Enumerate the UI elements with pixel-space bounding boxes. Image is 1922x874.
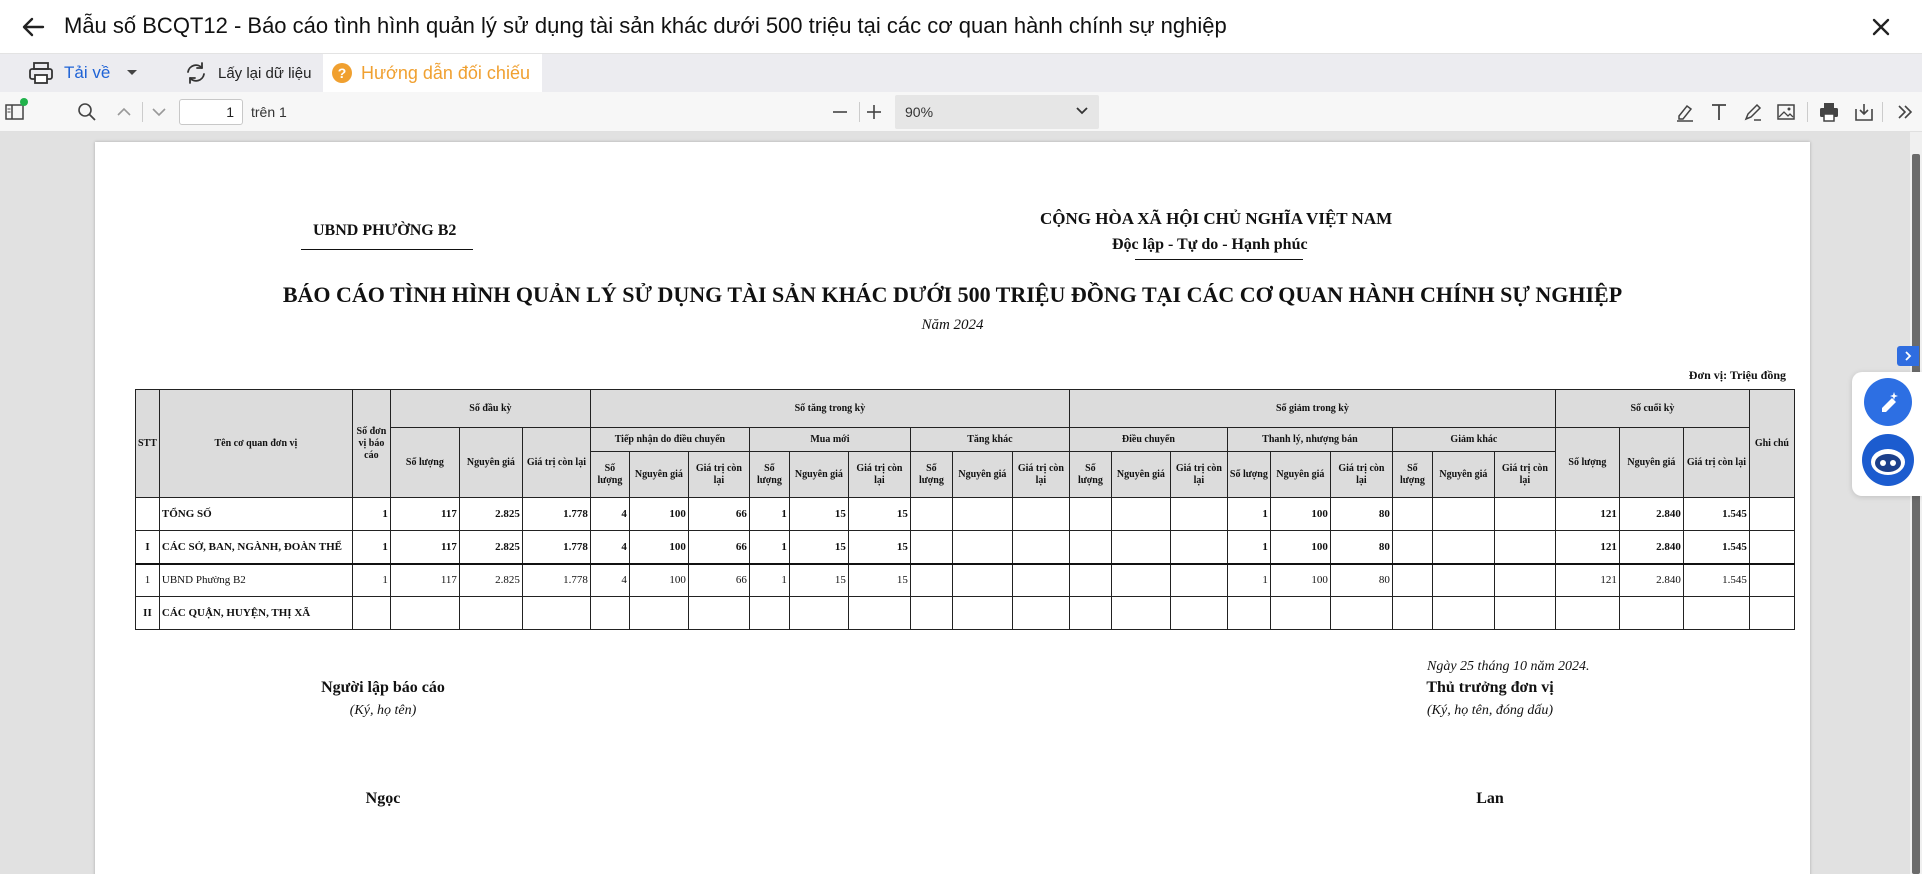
table-cell-it-r: 66 [688, 531, 749, 564]
table-cell-name: TỔNG SỐ [159, 498, 352, 531]
image-icon[interactable] [1775, 101, 1797, 123]
table-cell-do-r [1494, 498, 1555, 531]
table-cell-io-r [1012, 531, 1069, 564]
pdf-page [95, 142, 1810, 874]
zoom-value: 90% [905, 104, 934, 120]
table-cell-in-q [749, 597, 789, 630]
header-decrease: Số giảm trong kỳ [1069, 390, 1555, 428]
table-cell-dl-q: 1 [1227, 564, 1270, 597]
scrollbar-thumb[interactable] [1912, 154, 1920, 874]
header-orig: Nguyên giá [789, 452, 848, 498]
table-cell-in-n: 15 [789, 498, 848, 531]
table-cell-io-n [952, 531, 1012, 564]
table-cell-it-n: 100 [629, 531, 688, 564]
status-dot [20, 98, 28, 106]
header-dec-other: Giảm khác [1392, 428, 1555, 452]
header-inc-transfer: Tiếp nhận do điều chuyển [590, 428, 749, 452]
header-remain: Giá trị còn lại [1494, 452, 1555, 498]
table-cell-c-r [1683, 597, 1749, 630]
table-cell-dt-r [1170, 531, 1227, 564]
table-cell-o-n: 2.825 [459, 564, 522, 597]
table-cell-dt-n [1111, 564, 1170, 597]
header-increase: Số tăng trong kỳ [590, 390, 1069, 428]
table-cell-io-q [910, 564, 952, 597]
table-cell-note [1749, 597, 1794, 630]
table-cell-do-q [1392, 498, 1432, 531]
zoom-in-icon[interactable] [863, 101, 885, 123]
table-cell-dl-q: 1 [1227, 498, 1270, 531]
table-cell-io-n [952, 498, 1012, 531]
table-cell-o-q: 117 [390, 498, 459, 531]
table-cell-units [352, 597, 390, 630]
report-title: BÁO CÁO TÌNH HÌNH QUẢN LÝ SỬ DỤNG TÀI SẢN KHÁC DƯỚI 500 TRIỆU ĐỒNG TẠI CÁC CƠ QUAN HÀNH CHÍNH SỰ NGHIỆP [282, 282, 1623, 307]
chatbot-icon[interactable] [1862, 434, 1914, 486]
header-closing: Số cuối kỳ [1555, 390, 1749, 428]
table-cell-units: 1 [352, 564, 390, 597]
table-cell-stt: II [136, 597, 160, 630]
table-cell-dt-r [1170, 597, 1227, 630]
table-cell-c-r: 1.545 [1683, 564, 1749, 597]
table-cell-o-r: 1.778 [522, 498, 590, 531]
table-cell-do-n [1432, 498, 1494, 531]
preparer-note: (Ký, họ tên) [349, 703, 417, 718]
action-bar [0, 54, 1922, 92]
header-qty: Số lượng [910, 452, 952, 498]
preparer-title: Người lập báo cáo [321, 679, 445, 696]
table-cell-io-q [910, 597, 952, 630]
table-cell-it-q: 4 [590, 564, 629, 597]
toolbar-divider [1807, 102, 1808, 122]
table-cell-dt-n [1111, 597, 1170, 630]
head-note: (Ký, họ tên, đóng dấu) [1427, 703, 1553, 718]
table-cell-units: 1 [352, 498, 390, 531]
header-qty: Số lượng [590, 452, 629, 498]
table-cell-dt-n [1111, 498, 1170, 531]
print-icon[interactable] [1818, 101, 1840, 123]
table-cell-c-n: 2.840 [1619, 531, 1683, 564]
chevron-right-icon [1897, 346, 1919, 366]
header-orig: Nguyên giá [629, 452, 688, 498]
back-arrow-icon[interactable] [18, 12, 48, 42]
header-remain: Giá trị còn lại [1330, 452, 1392, 498]
table-cell-dt-q [1069, 531, 1111, 564]
report-year: Năm 2024 [921, 317, 984, 333]
dialog-title: Mẫu số BCQT12 - Báo cáo tình hình quản lý sử dụng tài sản khác dưới 500 triệu tại các cơ quan hành chính sự nghiệp [64, 13, 1227, 38]
table-cell-dl-n: 100 [1270, 564, 1330, 597]
header-remain: Giá trị còn lại [1012, 452, 1069, 498]
svg-text:?: ? [337, 65, 347, 81]
table-cell-units: 1 [352, 531, 390, 564]
header-stt: STT [136, 390, 160, 498]
table-cell-io-r [1012, 564, 1069, 597]
table-cell-do-n [1432, 597, 1494, 630]
table-cell-do-n [1432, 564, 1494, 597]
table-cell-dl-n [1270, 597, 1330, 630]
header-orig: Nguyên giá [459, 428, 522, 498]
table-cell-c-n: 2.840 [1619, 498, 1683, 531]
table-cell-in-n: 15 [789, 564, 848, 597]
table-cell-stt: I [136, 531, 160, 564]
header-qty: Số lượng [390, 428, 459, 498]
table-cell-c-q: 121 [1555, 531, 1619, 564]
table-cell-dt-r [1170, 498, 1227, 531]
header-orig: Nguyên giá [1270, 452, 1330, 498]
national-heading: CỘNG HÒA XÃ HỘI CHỦ NGHĨA VIỆT NAM [1040, 209, 1393, 228]
table-cell-o-n [459, 597, 522, 630]
header-remain: Giá trị còn lại [848, 452, 910, 498]
table-cell-dl-n: 100 [1270, 498, 1330, 531]
header-qty: Số lượng [1069, 452, 1111, 498]
page-number-input[interactable]: 1 [179, 99, 243, 125]
table-cell-c-q [1555, 597, 1619, 630]
report-table [135, 389, 1795, 630]
table-cell-in-r [848, 597, 910, 630]
table-cell-o-n: 2.825 [459, 531, 522, 564]
table-cell-name: CÁC SỞ, BAN, NGÀNH, ĐOÀN THỂ [159, 531, 352, 564]
table-cell-io-n [952, 564, 1012, 597]
header-dec-liquidation: Thanh lý, nhượng bán [1227, 428, 1392, 452]
table-cell-io-q [910, 498, 952, 531]
head-name: Lan [1476, 790, 1504, 807]
table-cell-stt [136, 498, 160, 531]
head-title: Thủ trưởng đơn vị [1426, 679, 1554, 696]
table-cell-c-q: 121 [1555, 564, 1619, 597]
table-cell-name: CÁC QUẬN, HUYỆN, THỊ XÃ [159, 597, 352, 630]
table-cell-it-n [629, 597, 688, 630]
table-cell-dt-q [1069, 564, 1111, 597]
table-cell-c-q: 121 [1555, 498, 1619, 531]
table-cell-dl-r: 80 [1330, 531, 1392, 564]
preparer-signature-block [258, 679, 508, 719]
table-cell-dt-q [1069, 498, 1111, 531]
help-circle-icon [331, 62, 353, 84]
table-row [136, 597, 1795, 630]
highlight-icon[interactable] [1674, 101, 1696, 123]
table-row [136, 531, 1795, 564]
download-label: Tải về [64, 63, 111, 82]
table-cell-in-r: 15 [848, 498, 910, 531]
head-signature-block [1365, 679, 1615, 719]
table-cell-io-n [952, 597, 1012, 630]
header-note: Ghi chú [1749, 390, 1794, 498]
header-remain: Giá trị còn lại [1683, 428, 1749, 498]
next-page-icon[interactable] [148, 101, 170, 123]
download-button[interactable] [28, 54, 138, 92]
table-cell-do-r [1494, 564, 1555, 597]
divider [301, 249, 473, 250]
table-cell-dl-q: 1 [1227, 531, 1270, 564]
table-cell-dl-r [1330, 597, 1392, 630]
pdf-viewer[interactable] [0, 132, 1910, 874]
table-cell-o-q: 117 [390, 564, 459, 597]
toolbar-divider [859, 102, 860, 122]
header-qty: Số lượng [1392, 452, 1432, 498]
table-cell-do-n [1432, 531, 1494, 564]
table-cell-in-q: 1 [749, 531, 789, 564]
header-orig: Nguyên giá [1619, 428, 1683, 498]
table-cell-it-q: 4 [590, 531, 629, 564]
table-cell-o-n: 2.825 [459, 498, 522, 531]
table-cell-do-r [1494, 531, 1555, 564]
table-cell-in-q: 1 [749, 498, 789, 531]
table-cell-dt-n [1111, 531, 1170, 564]
printer-icon [28, 61, 54, 85]
search-icon[interactable] [76, 101, 98, 123]
header-report-units: Số đơn vị báo cáo [352, 390, 390, 498]
table-cell-o-r: 1.778 [522, 531, 590, 564]
table-cell-io-r [1012, 498, 1069, 531]
header-qty: Số lượng [1555, 428, 1619, 498]
currency-unit: Đơn vị: Triệu đồng [1688, 368, 1786, 382]
preparer-name: Ngọc [365, 790, 401, 807]
page-total: trên 1 [251, 104, 287, 120]
table-cell-it-q [590, 597, 629, 630]
table-cell-c-n [1619, 597, 1683, 630]
zoom-select[interactable] [895, 95, 1099, 129]
organization-name: UBND PHƯỜNG B2 [313, 222, 457, 239]
table-cell-dl-q [1227, 597, 1270, 630]
table-cell-do-r [1494, 597, 1555, 630]
table-cell-dl-r: 80 [1330, 564, 1392, 597]
chevron-down-icon [1075, 106, 1089, 116]
comparison-guide-label: Hướng dẫn đối chiếu [361, 62, 530, 83]
header-remain: Giá trị còn lại [522, 428, 590, 498]
title-bar [0, 0, 1922, 54]
side-panel-toggle[interactable] [1897, 346, 1919, 366]
table-cell-stt: 1 [136, 564, 160, 597]
table-cell-o-r: 1.778 [522, 564, 590, 597]
table-cell-it-n: 100 [629, 564, 688, 597]
close-icon[interactable] [1866, 12, 1896, 42]
text-tool-icon[interactable] [1708, 101, 1730, 123]
table-cell-in-n: 15 [789, 531, 848, 564]
table-cell-in-r: 15 [848, 564, 910, 597]
table-cell-do-q [1392, 564, 1432, 597]
header-inc-new: Mua mới [749, 428, 910, 452]
table-cell-c-r: 1.545 [1683, 531, 1749, 564]
table-cell-note [1749, 531, 1794, 564]
previous-page-icon[interactable] [113, 101, 135, 123]
table-cell-name: UBND Phường B2 [159, 564, 352, 597]
table-cell-do-q [1392, 597, 1432, 630]
refresh-icon [184, 62, 208, 84]
table-cell-dl-r: 80 [1330, 498, 1392, 531]
table-row [136, 564, 1795, 597]
header-orig: Nguyên giá [1432, 452, 1494, 498]
table-cell-it-r: 66 [688, 498, 749, 531]
save-download-icon[interactable] [1853, 101, 1875, 123]
divider [1135, 259, 1303, 260]
report-date: Ngày 25 tháng 10 năm 2024. [1427, 659, 1590, 674]
table-cell-c-n: 2.840 [1619, 564, 1683, 597]
header-qty: Số lượng [1227, 452, 1270, 498]
header-orig: Nguyên giá [1111, 452, 1170, 498]
table-cell-in-r: 15 [848, 531, 910, 564]
header-qty: Số lượng [749, 452, 789, 498]
zoom-out-icon[interactable] [829, 101, 851, 123]
reload-data-button[interactable] [184, 54, 311, 92]
table-cell-c-r: 1.545 [1683, 498, 1749, 531]
table-cell-note [1749, 564, 1794, 597]
table-cell-it-r: 66 [688, 564, 749, 597]
pdf-toolbar [0, 92, 1922, 132]
header-inc-other: Tăng khác [910, 428, 1069, 452]
header-remain: Giá trị còn lại [688, 452, 749, 498]
toolbar-divider [142, 102, 143, 122]
table-cell-in-q: 1 [749, 564, 789, 597]
ai-assistant-icon[interactable] [1864, 378, 1912, 426]
header-orig: Nguyên giá [952, 452, 1012, 498]
table-cell-it-r [688, 597, 749, 630]
comparison-guide-link[interactable] [323, 54, 542, 92]
table-cell-dl-n: 100 [1270, 531, 1330, 564]
chevron-down-icon[interactable] [126, 69, 138, 77]
header-remain: Giá trị còn lại [1170, 452, 1227, 498]
toolbar-divider [1882, 102, 1883, 122]
table-cell-do-q [1392, 531, 1432, 564]
table-cell-o-q [390, 597, 459, 630]
table-cell-o-q: 117 [390, 531, 459, 564]
table-cell-io-r [1012, 597, 1069, 630]
vertical-scrollbar[interactable] [1910, 132, 1922, 874]
table-cell-in-n [789, 597, 848, 630]
national-motto: Độc lập - Tự do - Hạnh phúc [1112, 236, 1308, 253]
more-tools-icon[interactable] [1894, 101, 1916, 123]
table-cell-note [1749, 498, 1794, 531]
table-cell-io-q [910, 531, 952, 564]
header-dec-transfer: Điều chuyển [1069, 428, 1227, 452]
draw-icon[interactable] [1742, 101, 1764, 123]
table-cell-o-r [522, 597, 590, 630]
table-cell-dt-r [1170, 564, 1227, 597]
floating-assistant-panel [1852, 372, 1922, 496]
table-row [136, 498, 1795, 531]
table-cell-dt-q [1069, 597, 1111, 630]
header-opening: Số đầu kỳ [390, 390, 590, 428]
table-cell-it-q: 4 [590, 498, 629, 531]
reload-data-label: Lấy lại dữ liệu [218, 64, 312, 82]
header-unit-name: Tên cơ quan đơn vị [159, 390, 352, 498]
table-cell-it-n: 100 [629, 498, 688, 531]
